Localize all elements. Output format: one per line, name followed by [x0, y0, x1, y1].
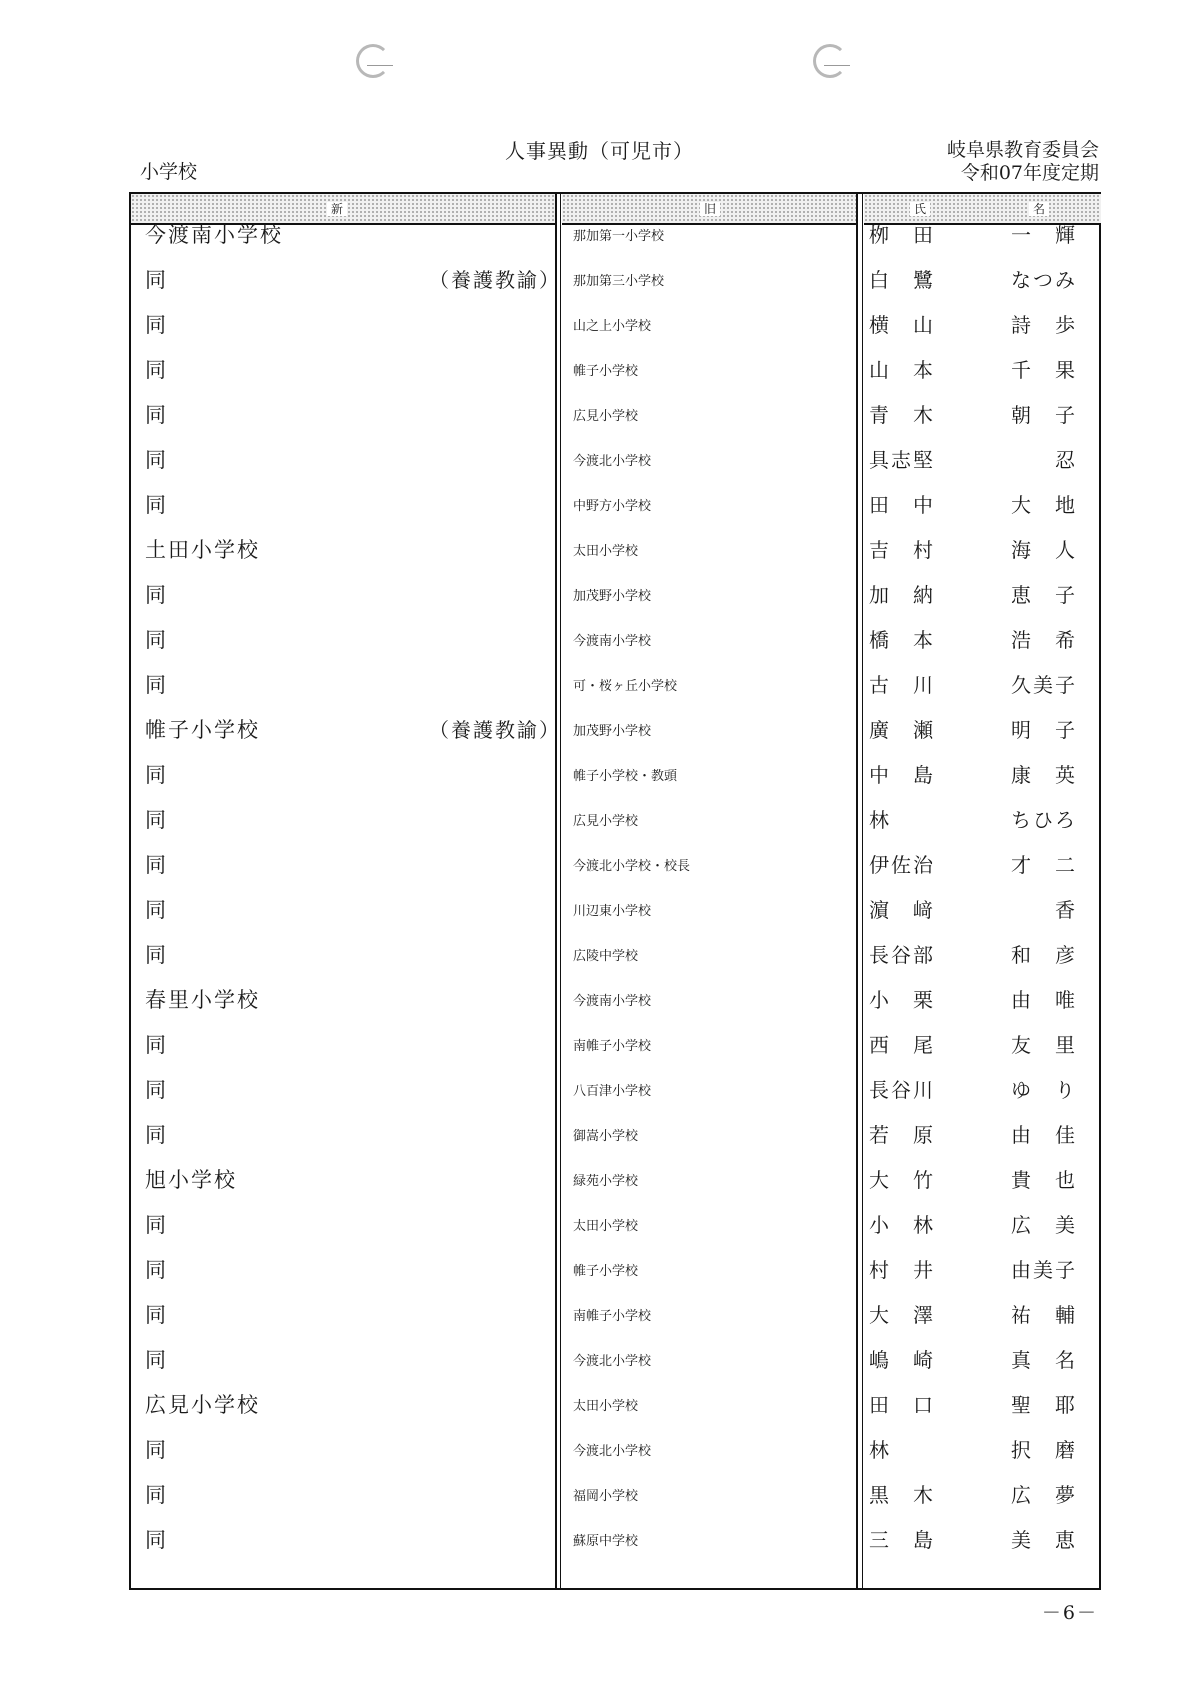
table-row [131, 753, 1099, 798]
previous-assignment: 太田小学校 [573, 1219, 639, 1234]
surname: 橋 本 [869, 628, 935, 652]
new-assignment: 同 [145, 583, 168, 607]
table-row [131, 528, 1099, 573]
table-row [131, 888, 1099, 933]
previous-assignment: 山之上小学校 [573, 319, 652, 334]
previous-assignment: 中野方小学校 [573, 499, 652, 514]
surname: 西 尾 [869, 1033, 935, 1057]
previous-assignment: 那加第三小学校 [573, 274, 665, 289]
surname: 山 本 [869, 358, 935, 382]
table-row [131, 1068, 1099, 1113]
surname: 青 木 [869, 403, 935, 427]
previous-assignment: 今渡南小学校 [573, 634, 652, 649]
previous-assignment: 今渡北小学校 [573, 1444, 652, 1459]
surname: 黒 木 [869, 1483, 935, 1507]
given-name: 千 果 [1011, 358, 1077, 382]
table-row [131, 213, 1099, 258]
column-header-new-label: 新 [327, 202, 347, 216]
previous-assignment: 緑苑小学校 [573, 1174, 639, 1189]
previous-assignment: 加茂野小学校 [573, 589, 652, 604]
surname: 具志堅 [869, 448, 935, 472]
new-assignment: 同 [145, 628, 168, 652]
given-name: 真 名 [1011, 1348, 1077, 1372]
previous-assignment: 太田小学校 [573, 544, 639, 559]
new-assignment: 同 [145, 1438, 168, 1462]
surname: 大 竹 [869, 1168, 935, 1192]
new-assignment: 広見小学校 [145, 1393, 260, 1417]
table-row [131, 1518, 1099, 1563]
new-assignment: 土田小学校 [145, 538, 260, 562]
category-label: 小学校 [140, 161, 198, 183]
document-title: 人事異動（可児市） [505, 139, 694, 163]
previous-assignment: 広見小学校 [573, 814, 639, 829]
table-row [131, 1248, 1099, 1293]
given-name: 香 [1055, 898, 1077, 922]
personnel-table [129, 192, 1101, 1590]
surname: 濵 﨑 [869, 898, 935, 922]
punch-hole-right [813, 44, 847, 78]
table-row [131, 1203, 1099, 1248]
table-row [131, 483, 1099, 528]
table-row [131, 1113, 1099, 1158]
given-name: ちひろ [1011, 808, 1077, 832]
table-row [131, 1383, 1099, 1428]
new-assignment: 同 [145, 403, 168, 427]
previous-assignment: 広見小学校 [573, 409, 639, 424]
new-assignment: 春里小学校 [145, 988, 260, 1012]
table-row [131, 708, 1099, 753]
new-assignment: 同 [145, 1303, 168, 1327]
issuer: 岐阜県教育委員会 [946, 139, 1099, 161]
given-name: 朝 子 [1011, 403, 1077, 427]
previous-assignment: 今渡北小学校 [573, 1354, 652, 1369]
surname: 小 栗 [869, 988, 935, 1012]
surname: 長谷川 [869, 1078, 935, 1102]
new-assignment: 同 [145, 808, 168, 832]
table-row [131, 843, 1099, 888]
new-assignment: 同 [145, 1033, 168, 1057]
given-name: 康 英 [1011, 763, 1077, 787]
new-assignment: 同 [145, 763, 168, 787]
table-row [131, 573, 1099, 618]
given-name: 詩 歩 [1011, 313, 1077, 337]
given-name: 和 彦 [1011, 943, 1077, 967]
given-name: 貴 也 [1011, 1168, 1077, 1192]
column-header-name-label-1: 氏 [910, 202, 930, 216]
table-row [131, 978, 1099, 1023]
previous-assignment: 可・桜ヶ丘小学校 [573, 679, 678, 694]
table-row [131, 663, 1099, 708]
surname: 田 中 [869, 493, 935, 517]
previous-assignment: 御嵩小学校 [573, 1129, 639, 1144]
given-name: 久美子 [1011, 673, 1077, 697]
previous-assignment: 広陵中学校 [573, 949, 639, 964]
given-name: 明 子 [1011, 718, 1077, 742]
page-number: －6－ [1041, 1602, 1098, 1624]
surname: 吉 村 [869, 538, 935, 562]
given-name: 才 二 [1011, 853, 1077, 877]
table-row [131, 348, 1099, 393]
new-assignment: 同 [145, 1483, 168, 1507]
table-row [131, 618, 1099, 663]
given-name: 友 里 [1011, 1033, 1077, 1057]
new-assignment: 同 [145, 1348, 168, 1372]
given-name: 海 人 [1011, 538, 1077, 562]
previous-assignment: 福岡小学校 [573, 1489, 639, 1504]
table-row [131, 1158, 1099, 1203]
given-name: なつみ [1011, 268, 1077, 292]
role-note: （養護教諭） [429, 718, 561, 742]
previous-assignment: 帷子小学校 [573, 1264, 639, 1279]
role-note: （養護教諭） [429, 268, 561, 292]
surname: 廣 瀬 [869, 718, 935, 742]
new-assignment: 帷子小学校 [145, 718, 260, 742]
table-row [131, 1428, 1099, 1473]
surname: 横 山 [869, 313, 935, 337]
surname: 三 島 [869, 1528, 935, 1552]
previous-assignment: 帷子小学校・教頭 [573, 769, 678, 784]
given-name: 恵 子 [1011, 583, 1077, 607]
given-name: 聖 耶 [1011, 1393, 1077, 1417]
given-name: 浩 希 [1011, 628, 1077, 652]
surname: 伊佐治 [869, 853, 935, 877]
surname: 村 井 [869, 1258, 935, 1282]
surname: 栁 田 [869, 223, 935, 247]
previous-assignment: 今渡北小学校 [573, 454, 652, 469]
table-row [131, 933, 1099, 978]
previous-assignment: 川辺東小学校 [573, 904, 652, 919]
table-row [131, 1023, 1099, 1068]
surname: 古 川 [869, 673, 935, 697]
given-name: 広 夢 [1011, 1483, 1077, 1507]
previous-assignment: 南帷子小学校 [573, 1039, 652, 1054]
new-assignment: 同 [145, 1078, 168, 1102]
previous-assignment: 南帷子小学校 [573, 1309, 652, 1324]
previous-assignment: 帷子小学校 [573, 364, 639, 379]
new-assignment: 同 [145, 1213, 168, 1237]
surname: 田 口 [869, 1393, 935, 1417]
given-name: 美 恵 [1011, 1528, 1077, 1552]
table-row [131, 1338, 1099, 1383]
given-name: 択 磨 [1011, 1438, 1077, 1462]
new-assignment: 同 [145, 853, 168, 877]
new-assignment: 同 [145, 943, 168, 967]
table-row [131, 1473, 1099, 1518]
surname: 小 林 [869, 1213, 935, 1237]
column-header-name-label-2: 名 [1029, 202, 1049, 216]
given-name: 大 地 [1011, 493, 1077, 517]
given-name: 祐 輔 [1011, 1303, 1077, 1327]
given-name: 由 唯 [1011, 988, 1077, 1012]
surname: 大 澤 [869, 1303, 935, 1327]
previous-assignment: 太田小学校 [573, 1399, 639, 1414]
new-assignment: 同 [145, 313, 168, 337]
new-assignment: 同 [145, 268, 168, 292]
previous-assignment: 今渡北小学校・校長 [573, 859, 691, 874]
new-assignment: 同 [145, 1123, 168, 1147]
surname: 嶋 崎 [869, 1348, 935, 1372]
surname: 中 島 [869, 763, 935, 787]
surname: 若 原 [869, 1123, 935, 1147]
previous-assignment: 加茂野小学校 [573, 724, 652, 739]
given-name: ゆ り [1011, 1078, 1077, 1102]
surname: 加 納 [869, 583, 935, 607]
previous-assignment: 今渡南小学校 [573, 994, 652, 1009]
table-row [131, 303, 1099, 348]
column-header-old-label: 旧 [700, 202, 720, 216]
surname: 白 鷺 [869, 268, 935, 292]
surname: 林 [869, 1438, 891, 1462]
table-row [131, 258, 1099, 303]
edition: 令和07年度定期 [960, 162, 1099, 184]
given-name: 由美子 [1011, 1258, 1077, 1282]
new-assignment: 旭小学校 [145, 1168, 237, 1192]
table-row [131, 798, 1099, 843]
given-name: 忍 [1055, 448, 1077, 472]
new-assignment: 同 [145, 1258, 168, 1282]
new-assignment: 今渡南小学校 [145, 223, 283, 247]
previous-assignment: 那加第一小学校 [573, 229, 665, 244]
previous-assignment: 蘇原中学校 [573, 1534, 639, 1549]
new-assignment: 同 [145, 448, 168, 472]
given-name: 一 輝 [1011, 223, 1077, 247]
new-assignment: 同 [145, 358, 168, 382]
new-assignment: 同 [145, 493, 168, 517]
given-name: 由 佳 [1011, 1123, 1077, 1147]
table-row [131, 438, 1099, 483]
new-assignment: 同 [145, 898, 168, 922]
given-name: 広 美 [1011, 1213, 1077, 1237]
table-row [131, 1293, 1099, 1338]
punch-hole-left [356, 44, 390, 78]
table-row [131, 393, 1099, 438]
new-assignment: 同 [145, 673, 168, 697]
new-assignment: 同 [145, 1528, 168, 1552]
previous-assignment: 八百津小学校 [573, 1084, 652, 1099]
surname: 長谷部 [869, 943, 935, 967]
surname: 林 [869, 808, 891, 832]
